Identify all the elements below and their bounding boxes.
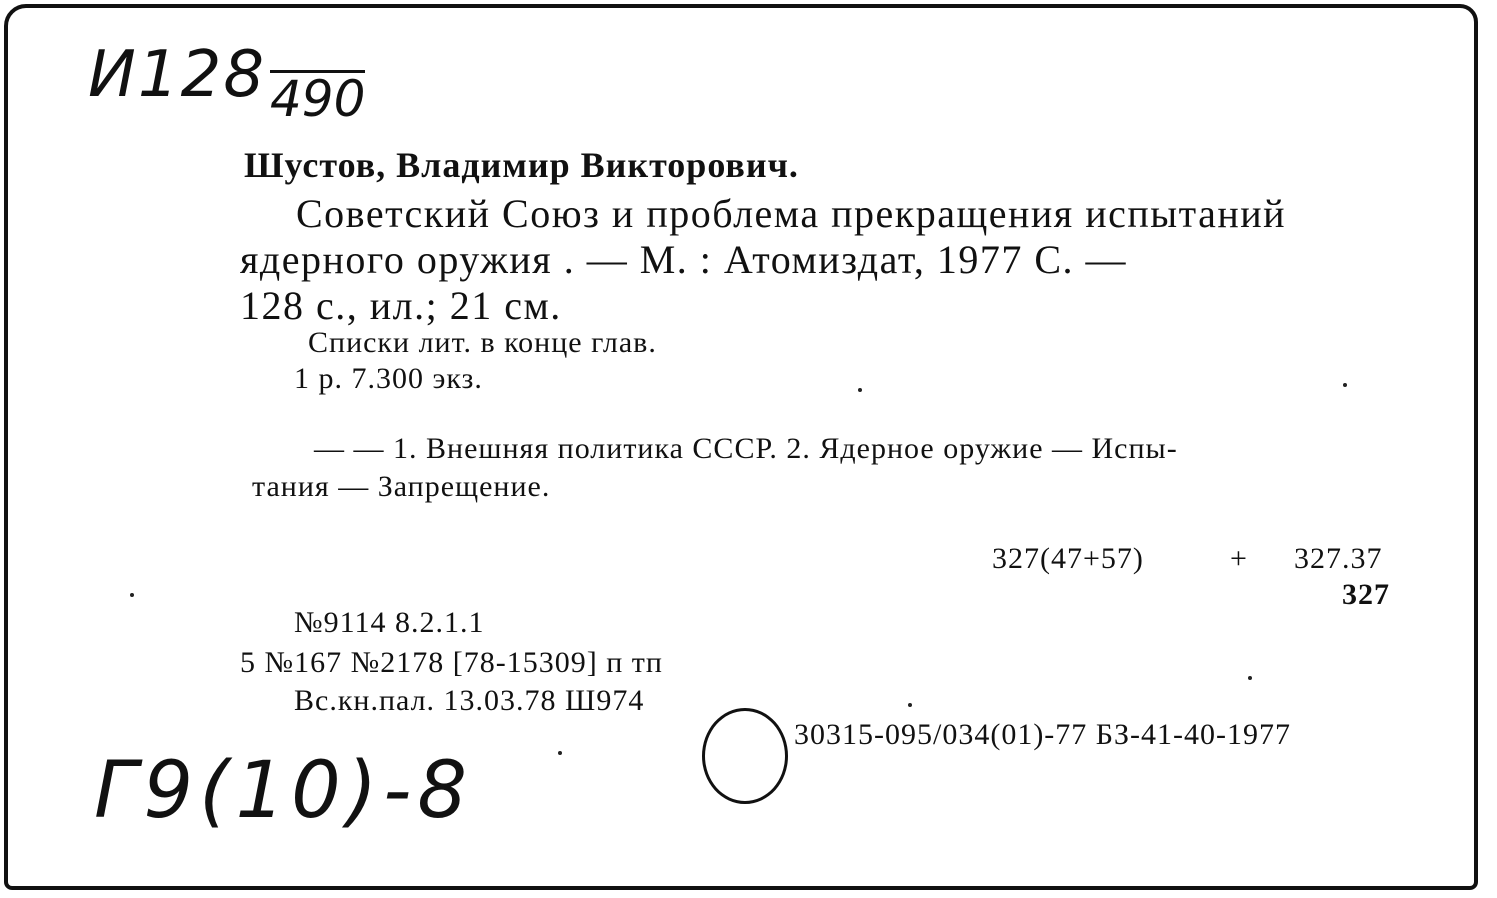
- udc-bottom: 327: [1342, 578, 1390, 611]
- speck: [1343, 383, 1347, 387]
- speck: [1248, 676, 1252, 680]
- handwritten-shelf-code: Г9(10)-8: [94, 746, 473, 836]
- price-note: 1 р. 7.300 экз.: [294, 362, 483, 395]
- registration-line-2: 5 №167 №2178 [78-15309] п тп: [240, 646, 663, 679]
- isbn-line: 30315-095/034(01)-77 БЗ-41-40-1977: [794, 718, 1292, 751]
- bibliography-note: Списки лит. в конце глав.: [308, 326, 657, 359]
- subjects-line-2: тания — Запрещение.: [252, 470, 551, 503]
- udc-plus: +: [1230, 542, 1248, 575]
- title-line-3: 128 с., ил.; 21 см.: [240, 283, 562, 328]
- title-line-1: Советский Союз и проблема прекращения испытаний: [296, 191, 1287, 236]
- udc-right: 327.37: [1294, 542, 1383, 575]
- speck: [908, 703, 912, 707]
- stamp-circle: [702, 708, 788, 804]
- handwritten-catalog-sub: 490: [270, 70, 366, 128]
- subjects-line-1: — — 1. Внешняя политика СССР. 2. Ядерное оружие — Испы-: [314, 432, 1178, 465]
- author: Шустов, Владимир Викторович.: [244, 145, 799, 185]
- speck: [130, 593, 134, 597]
- registration-line-3: Вс.кн.пал. 13.03.78 Ш974: [294, 684, 645, 717]
- catalog-card: [4, 4, 1478, 890]
- udc-left: 327(47+57): [992, 542, 1144, 575]
- speck: [858, 388, 862, 392]
- speck: [558, 751, 562, 755]
- handwritten-catalog-number: И128: [88, 38, 267, 112]
- registration-line-1: №9114 8.2.1.1: [294, 606, 485, 639]
- title-line-2: ядерного оружия . — М. : Атомиздат, 1977 С. —: [240, 237, 1127, 282]
